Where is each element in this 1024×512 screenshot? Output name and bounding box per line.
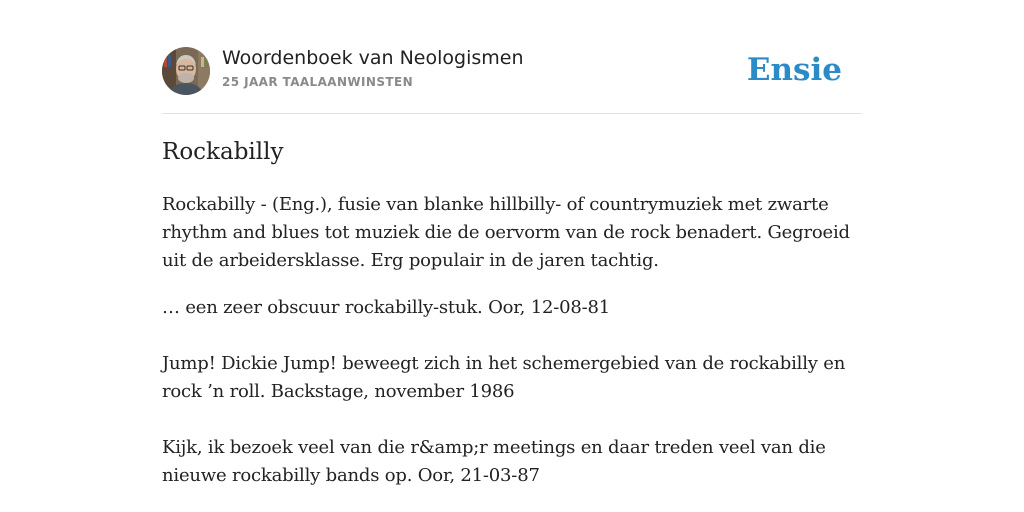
site-subtitle: 25 JAAR TAALAANWINSTEN: [222, 75, 414, 89]
entry-content: [162, 136, 862, 512]
author-portrait-icon: [162, 47, 210, 95]
page-title: Rockabilly: [162, 139, 284, 165]
header-divider: [162, 113, 862, 114]
quote-item: Jump! Dickie Jump! beweegt zich in het schemergebied van de rockabilly en rock ’n roll. Backstage, november 1986: [162, 353, 846, 402]
quote-list: [162, 294, 862, 490]
quote-item: … een zeer obscuur rockabilly-stuk. Oor, 12-08-81: [162, 297, 611, 318]
entry-definition: Rockabilly - (Eng.), fusie van blanke hillbilly- of countrymuziek met zwarte rhythm and blues tot muziek die de oervorm van de rock benadert. Gegroeid uit de arbeidersklasse. Erg populair in de jaren tachtig.: [162, 194, 850, 271]
avatar[interactable]: [162, 47, 210, 95]
quote-item: Kijk, ik bezoek veel van die r&amp;r meetings en daar treden veel van die nieuwe rockabilly bands op. Oor, 21-03-87: [162, 437, 826, 486]
site-header: [162, 46, 862, 96]
brand-logo[interactable]: Ensie: [746, 52, 842, 88]
site-title[interactable]: Woordenboek van Neologismen: [222, 47, 524, 69]
